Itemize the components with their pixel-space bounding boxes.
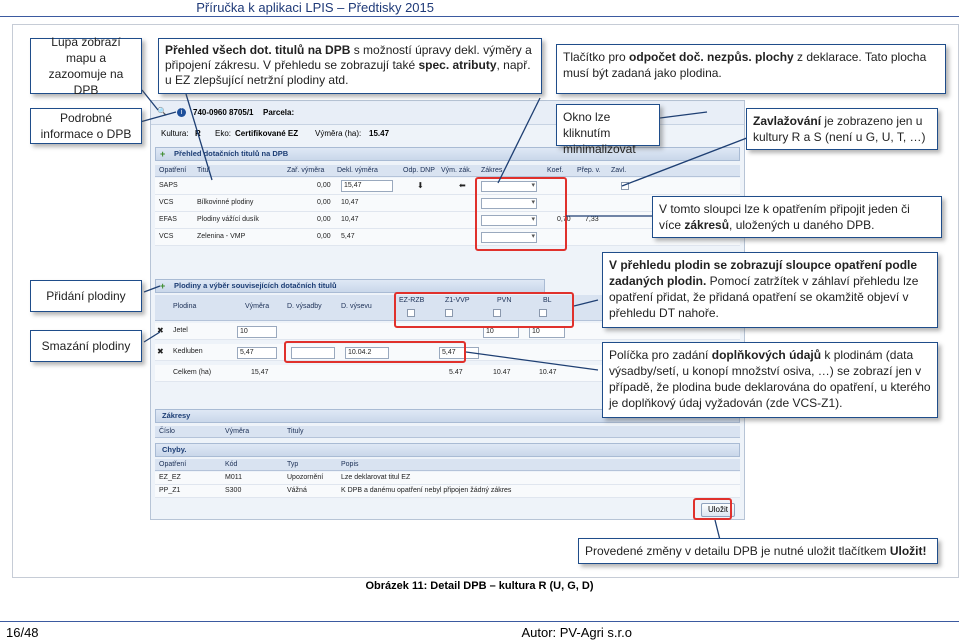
callout-tlacitko-bold: odpočet doč. nezpůs. plochy bbox=[629, 50, 794, 64]
cell-titul: Zelenina - VMP bbox=[197, 233, 246, 240]
delete-crop-icon[interactable]: ✖ bbox=[157, 326, 164, 335]
col-dekl-vymera[interactable]: Dekl. výměra bbox=[337, 167, 378, 174]
callout-smazani bbox=[30, 330, 142, 362]
vymera-input[interactable]: 5,47 bbox=[237, 347, 277, 359]
callout-okno-text: Okno lze kliknutím minimalizovat bbox=[563, 110, 636, 156]
cell-titul: Plodiny vážící dusík bbox=[197, 216, 259, 223]
cell-opatreni: EFAS bbox=[159, 216, 177, 223]
callout-policka-text2: k plodinám (data výsadby/setí, u konopí množství osiva, …) se zobrazí jen v případě, že plodina bude deklarována do opatření, u kterého je doplňkový údaj vyžadován (zde VCS-Z1). bbox=[609, 348, 931, 410]
vysevu-date-input[interactable]: 10.04.2 bbox=[345, 347, 389, 359]
col-vymera[interactable]: Výměra bbox=[245, 303, 270, 310]
col-opatreni[interactable]: Opatření bbox=[159, 167, 187, 174]
col-tituly[interactable]: Tituly bbox=[287, 428, 304, 435]
callout-podrobne bbox=[30, 108, 142, 144]
callout-zavl-bold: Zavlažování bbox=[753, 114, 822, 128]
callout-ulozit-text: Provedené změny v detailu DPB je nutné uložit tlačítkem bbox=[585, 544, 890, 558]
callout-podrobne-text: Podrobné informace o DPB bbox=[40, 111, 132, 141]
callout-plodiny-bold: V přehledu plodin se zobrazují sloupce opatření podle zadaných plodin. bbox=[609, 258, 918, 288]
chyby-section-title: Chyby. bbox=[162, 445, 187, 454]
col-odp-dnp[interactable]: Odp. DNP bbox=[403, 167, 435, 174]
cell-zar: 0,00 bbox=[317, 216, 331, 223]
cell-opatreni: VCS bbox=[159, 233, 174, 240]
col-titul[interactable]: Titul bbox=[197, 167, 210, 174]
footer-divider bbox=[0, 621, 959, 622]
col-vym-zak[interactable]: Vým. zák. bbox=[441, 167, 472, 174]
vymera-label: Výměra (ha): bbox=[315, 129, 362, 138]
add-icon[interactable]: + bbox=[160, 149, 166, 159]
cell-prep: 7,33 bbox=[585, 216, 599, 223]
col-opatreni[interactable]: Opatření bbox=[159, 461, 187, 468]
titles-section-title: Přehled dotačních titulů na DPB bbox=[174, 149, 289, 158]
left-arrow-icon[interactable]: ⬅ bbox=[459, 181, 466, 190]
cell-zar: 0,00 bbox=[317, 199, 331, 206]
cell-zar: 0,00 bbox=[317, 233, 331, 240]
callout-tlacitko-text2: z deklarace. Tato plocha musí být zadaná jako plodina. bbox=[563, 50, 927, 80]
cell-kod: S300 bbox=[225, 487, 242, 494]
callout-prehled-bold2: spec. atributy bbox=[418, 58, 497, 72]
pvn-input[interactable]: 5,47 bbox=[439, 347, 479, 359]
cell-dekl: 5,47 bbox=[341, 233, 355, 240]
down-arrow-icon[interactable]: ⬇ bbox=[417, 181, 424, 190]
cell-celkem-c1: 5.47 bbox=[449, 369, 463, 376]
cell-opatreni: SAPS bbox=[159, 182, 178, 189]
col-typ[interactable]: Typ bbox=[287, 461, 299, 468]
cell-opatreni: EZ_EZ bbox=[159, 474, 181, 481]
cell-kod: M011 bbox=[225, 474, 242, 481]
add-crop-icon[interactable]: + bbox=[160, 281, 166, 291]
vymera-input[interactable]: 10 bbox=[237, 326, 277, 338]
col-prep-v[interactable]: Přep. v. bbox=[577, 167, 601, 174]
kultura-value: R bbox=[195, 129, 201, 138]
callout-prehled-bold1: Přehled všech dot. titulů na DPB bbox=[165, 43, 351, 57]
callout-sloupec-text1: V tomto sloupci lze k opatřením připojit jeden či více bbox=[659, 202, 910, 232]
cell-dekl: 10,47 bbox=[341, 199, 359, 206]
callout-smazani-text: Smazání plodiny bbox=[41, 339, 131, 353]
cell-opatreni: PP_Z1 bbox=[159, 487, 181, 494]
zoom-icon[interactable]: 🔍 bbox=[157, 107, 167, 116]
crops-section-title: Plodiny a výběr souvisejících dotačních titulů bbox=[174, 281, 337, 290]
cell-titul: Bílkovinné plodiny bbox=[197, 199, 254, 206]
callout-zavlazovani bbox=[746, 108, 938, 150]
callout-plodiny bbox=[602, 252, 938, 328]
eko-value: Certifikované EZ bbox=[235, 129, 299, 138]
figure-caption: Obrázek 11: Detail DPB – kultura R (U, G, D) bbox=[365, 580, 594, 592]
col-cislo[interactable]: Číslo bbox=[159, 428, 175, 435]
zakresy-section-title: Zákresy bbox=[162, 411, 191, 420]
col-ez-rzb[interactable]: EZ-RZB bbox=[399, 297, 425, 304]
cell-celkem-c3: 10.47 bbox=[493, 369, 511, 376]
parcela-label: Parcela: bbox=[263, 108, 295, 117]
page-number: 16/48 bbox=[6, 625, 39, 640]
col-zakres[interactable]: Zákres bbox=[481, 167, 503, 174]
callout-prehled-text1: s možností úpravy dekl. výměry a připojení zákresu. V přehledu se zobrazují také bbox=[165, 43, 532, 72]
col-bl[interactable]: BL bbox=[543, 297, 552, 304]
document-title: Příručka k aplikaci LPIS – Předtisky 2015 bbox=[196, 0, 434, 15]
callout-policka-text1: Políčka pro zadání bbox=[609, 348, 712, 362]
callout-policka-bold: doplňkových údajů bbox=[711, 348, 822, 362]
cell-celkem-vymera: 15,47 bbox=[251, 369, 269, 376]
z1-vvp-input[interactable]: 10 bbox=[483, 326, 519, 338]
callout-prehled bbox=[158, 38, 542, 94]
col-koef[interactable]: Koef. bbox=[547, 167, 564, 174]
col-zar-vymera[interactable]: Zař. výměra bbox=[287, 167, 325, 174]
cell-plodina: Jetel bbox=[173, 327, 188, 334]
cell-celkem: Celkem (ha) bbox=[173, 369, 212, 376]
col-vymera[interactable]: Výměra bbox=[225, 428, 250, 435]
callout-lupa-text: Lupa zobrazí mapu a zazoomuje na DPB bbox=[48, 35, 124, 97]
col-pvn[interactable]: PVN bbox=[497, 297, 512, 304]
col-zavl[interactable]: Zavl. bbox=[611, 167, 627, 174]
callout-plodiny-text: Pomocí zatržítek v záhlaví přehledu lze opatření přidat, že přidaná opatření se okamžitě objeví v přehledu DT nahoře. bbox=[609, 274, 919, 320]
callout-ulozit bbox=[578, 538, 938, 564]
callout-zavl-text: je zobrazeno jen u kultury R a S (není u G, U, T, …) bbox=[753, 114, 926, 144]
author: Autor: PV-Agri s.r.o bbox=[521, 625, 632, 640]
col-z1-vvp[interactable]: Z1-VVP bbox=[445, 297, 470, 304]
callout-policka bbox=[602, 342, 938, 418]
col-kod[interactable]: Kód bbox=[225, 461, 238, 468]
cell-koef: 0,70 bbox=[557, 216, 571, 223]
cell-plodina: Kedluben bbox=[173, 348, 203, 355]
dekl-input[interactable]: 15,47 bbox=[341, 180, 393, 192]
callout-tlacitko-text1: Tlačítko pro bbox=[563, 50, 630, 64]
bl-input[interactable]: 10 bbox=[529, 326, 565, 338]
col-plodina[interactable]: Plodina bbox=[173, 303, 197, 310]
cell-popis: K DPB a danému opatření nebyl připojen žádný zákres bbox=[341, 487, 512, 494]
cell-opatreni: VCS bbox=[159, 199, 174, 206]
callout-pridani bbox=[30, 280, 142, 312]
kultura-label: Kultura: bbox=[161, 129, 189, 138]
dpb-id: 740-0960 8705/1 bbox=[193, 108, 254, 117]
callout-prehled-text2: , např. u EZ zlepšující netržní plodiny atd. bbox=[165, 58, 531, 87]
col-d-vysevu[interactable]: D. výsevu bbox=[341, 303, 372, 310]
vymera-value: 15.47 bbox=[369, 129, 390, 138]
save-button[interactable]: Uložit bbox=[701, 503, 735, 517]
col-popis[interactable]: Popis bbox=[341, 461, 359, 468]
cell-typ: Vážná bbox=[287, 487, 307, 494]
cell-celkem-c4: 10.47 bbox=[539, 369, 557, 376]
callout-lupa bbox=[30, 35, 142, 97]
callout-okno bbox=[556, 104, 660, 156]
delete-crop-icon[interactable]: ✖ bbox=[157, 347, 164, 356]
callout-pridani-text: Přidání plodiny bbox=[46, 289, 126, 303]
cell-dekl: 10,47 bbox=[341, 216, 359, 223]
info-icon[interactable]: i bbox=[177, 108, 186, 117]
callout-ulozit-bold: Uložit! bbox=[889, 544, 927, 558]
col-d-vysadby[interactable]: D. výsadby bbox=[287, 303, 322, 310]
eko-label: Eko: bbox=[215, 129, 232, 138]
callout-sloupec-text2: , uložených u daného DPB. bbox=[729, 218, 875, 232]
callout-tlacitko bbox=[556, 44, 946, 94]
callout-sloupec bbox=[652, 196, 942, 238]
callout-sloupec-bold: zákresů bbox=[684, 218, 730, 232]
cell-zar: 0,00 bbox=[317, 182, 331, 189]
cell-typ: Upozornění bbox=[287, 474, 324, 481]
cell-popis: Lze deklarovat titul EZ bbox=[341, 474, 411, 481]
